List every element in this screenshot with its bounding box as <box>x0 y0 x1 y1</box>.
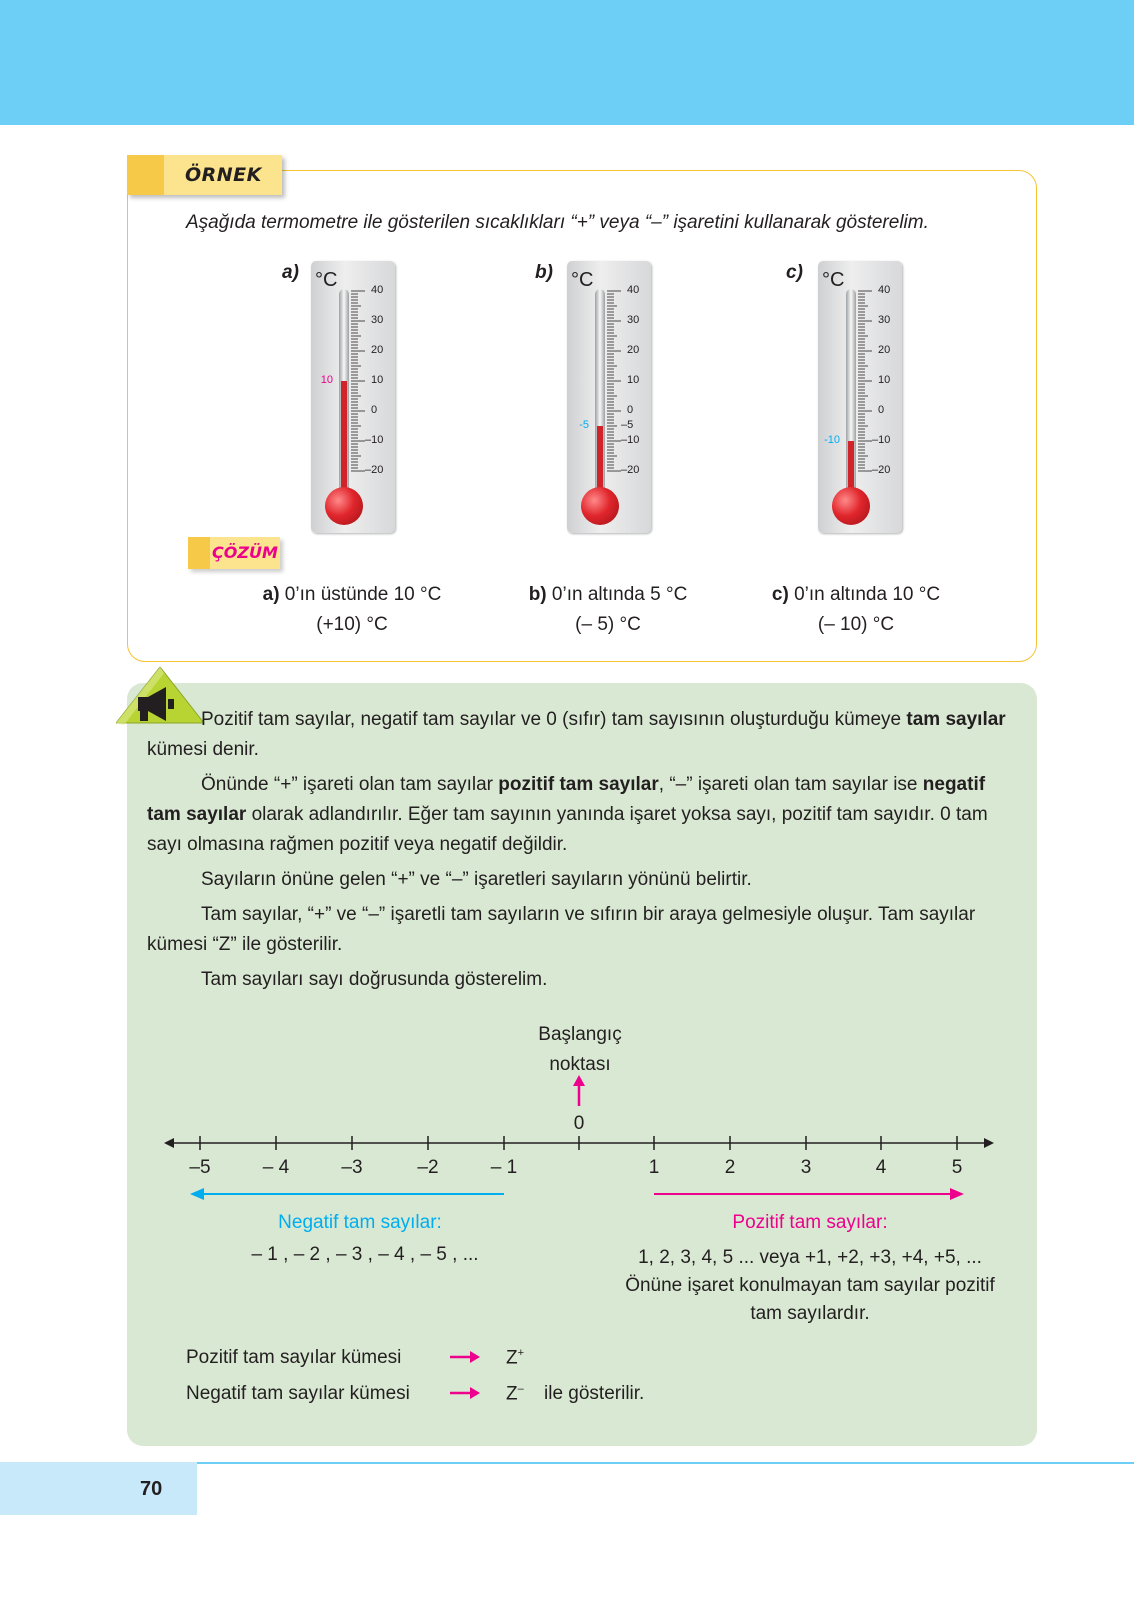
pos-set-sup: + <box>517 1347 525 1359</box>
solution-c-line2: (– 10) °C <box>817 614 895 635</box>
page-number: 70 <box>140 1478 163 1500</box>
origin-arrow <box>573 1075 585 1106</box>
neg-set-z: Z <box>506 1383 518 1405</box>
solution-b-prefix: b) <box>528 584 547 605</box>
therm-a-label: a) <box>282 262 299 283</box>
therm-scale-label: 40 <box>627 284 640 296</box>
therm-scale-label: –20 <box>365 464 384 476</box>
solution-a-line2: (+10) °C <box>316 614 388 635</box>
p2-text-c: , “–” işareti olan tam sayılar ise <box>658 774 923 795</box>
neg-set-symbol <box>506 1383 524 1405</box>
solution-a-prefix: a) <box>262 584 280 605</box>
positive-note-1: Önüne işaret konulmayan tam sayılar pozitif <box>625 1275 995 1296</box>
therm-scale-label: 10 <box>627 374 640 386</box>
neg-set-arrow-icon <box>450 1387 480 1399</box>
p1-text-b: tam sayılar <box>906 709 1006 730</box>
pos-set-z: Z <box>506 1347 518 1369</box>
therm-unit: °C <box>571 269 594 291</box>
number-line-tick-label: –3 <box>341 1157 363 1178</box>
p2-text-a: Önünde “+” işareti olan tam sayılar <box>201 774 499 795</box>
therm-scale-label: –20 <box>621 464 640 476</box>
therm-c-label: c) <box>786 262 803 283</box>
number-line-tick-label: 5 <box>951 1157 963 1178</box>
number-line-tick-label: –5 <box>189 1157 211 1178</box>
therm-scale-label: 40 <box>371 284 384 296</box>
positive-note-2: tam sayılardır. <box>750 1303 870 1324</box>
positive-info <box>590 1244 1030 1328</box>
p5-text: Tam sayıları sayı doğrusunda gösterelim. <box>201 969 548 990</box>
negative-heading: Negatif tam sayılar: <box>278 1212 442 1233</box>
solution-b-line1: 0’ın altında 5 °C <box>546 584 688 605</box>
positive-direction-arrow <box>654 1188 964 1200</box>
p4-text-b: kümesi “Z” ile gösterilir. <box>147 934 343 955</box>
number-line-tick-label: – 4 <box>262 1157 290 1178</box>
therm-scale-label: 30 <box>627 314 640 326</box>
positive-list: 1, 2, 3, 4, 5 ... veya +1, +2, +3, +4, +5, ... <box>638 1247 982 1268</box>
origin-label-line1: Başlangıç <box>538 1024 622 1045</box>
therm-scale-label: –5 <box>621 419 634 431</box>
therm-b-label: b) <box>535 262 553 283</box>
therm-scale-label: 30 <box>371 314 384 326</box>
number-line-tick-label: 2 <box>724 1157 736 1178</box>
pos-set-symbol <box>506 1347 524 1369</box>
number-line-tick-label: 1 <box>648 1157 660 1178</box>
therm-reading-marker: -10 <box>824 434 840 446</box>
footer-line <box>195 1462 1134 1464</box>
therm-scale-label: 0 <box>371 404 378 416</box>
therm-reading-marker: 10 <box>320 374 333 386</box>
therm-scale-label: –20 <box>872 464 891 476</box>
negative-direction-arrow <box>190 1188 504 1200</box>
page-number-tab <box>0 1462 197 1515</box>
therm-scale-label: 10 <box>878 374 891 386</box>
therm-scale-label: 10 <box>371 374 384 386</box>
origin-label-line2: noktası <box>549 1054 611 1075</box>
therm-scale-label: –10 <box>621 434 640 446</box>
pos-set-label: Pozitif tam sayılar kümesi <box>186 1347 402 1368</box>
p1-text-a: Pozitif tam sayılar, negatif tam sayılar ve 0 (sıfır) tam sayısının oluşturduğu kümeye <box>201 709 907 730</box>
solution-c-prefix: c) <box>771 584 789 605</box>
solution-a-line1: 0’ın üstünde 10 °C <box>279 584 442 605</box>
therm-scale-label: –10 <box>365 434 384 446</box>
neg-set-label: Negatif tam sayılar kümesi <box>186 1383 410 1404</box>
p1-text-c: kümesi denir. <box>147 739 259 760</box>
solution-c-line1: 0’ın altında 10 °C <box>788 584 941 605</box>
number-line-tick-label: 4 <box>875 1157 887 1178</box>
therm-scale-label: 40 <box>878 284 891 296</box>
example-prompt: Aşağıda termometre ile gösterilen sıcaklıkları “+” veya “–” işaretini kullanarak gösterelim. <box>186 212 929 233</box>
therm-scale-label: –10 <box>872 434 891 446</box>
p2-text-f: olarak adlandırılır. Eğer tam sayının yanında işaret yoksa sayı, pozitif tam sayıdır. 0 tam <box>246 804 988 825</box>
therm-unit: °C <box>315 269 338 291</box>
therm-scale-label: 20 <box>371 344 384 356</box>
therm-scale-label: 20 <box>878 344 891 356</box>
positive-heading: Pozitif tam sayılar: <box>732 1212 888 1233</box>
number-line-tick-label: 3 <box>800 1157 812 1178</box>
neg-set-sup: – <box>517 1383 524 1395</box>
number-line-tick-label: –2 <box>417 1157 439 1178</box>
therm-reading-marker: -5 <box>579 419 589 431</box>
therm-scale-label: 20 <box>627 344 640 356</box>
set-suffix: ile gösterilir. <box>544 1383 645 1404</box>
solution-b-line2: (– 5) °C <box>575 614 641 635</box>
therm-scale-label: 30 <box>878 314 891 326</box>
solution-tab-label: ÇÖZÜM <box>212 543 278 562</box>
p3-text: Sayıların önüne gelen “+” ve “–” işaretleri sayıların yönünü belirtir. <box>201 869 752 890</box>
therm-scale-label: 0 <box>878 404 885 416</box>
therm-scale-label: 0 <box>627 404 634 416</box>
pos-set-arrow-icon <box>450 1351 480 1363</box>
p2-text-g: sayı olmasına rağmen pozitif veya negatif değildir. <box>147 834 568 855</box>
example-tab-label: ÖRNEK <box>185 164 262 186</box>
zero-label: 0 <box>573 1113 585 1134</box>
negative-list: – 1 , – 2 , – 3 , – 4 , – 5 , ... <box>251 1244 479 1265</box>
p4-text-a: Tam sayılar, “+” ve “–” işaretli tam sayıların ve sıfırın bir araya gelmesiyle oluşur. Tam sayılar <box>201 904 976 925</box>
p2-text-e: tam sayılar <box>147 804 247 825</box>
number-line-tick-label: – 1 <box>490 1157 518 1178</box>
p2-text-b: pozitif tam sayılar <box>498 774 659 795</box>
therm-unit: °C <box>822 269 845 291</box>
p2-text-d: negatif <box>922 774 986 795</box>
